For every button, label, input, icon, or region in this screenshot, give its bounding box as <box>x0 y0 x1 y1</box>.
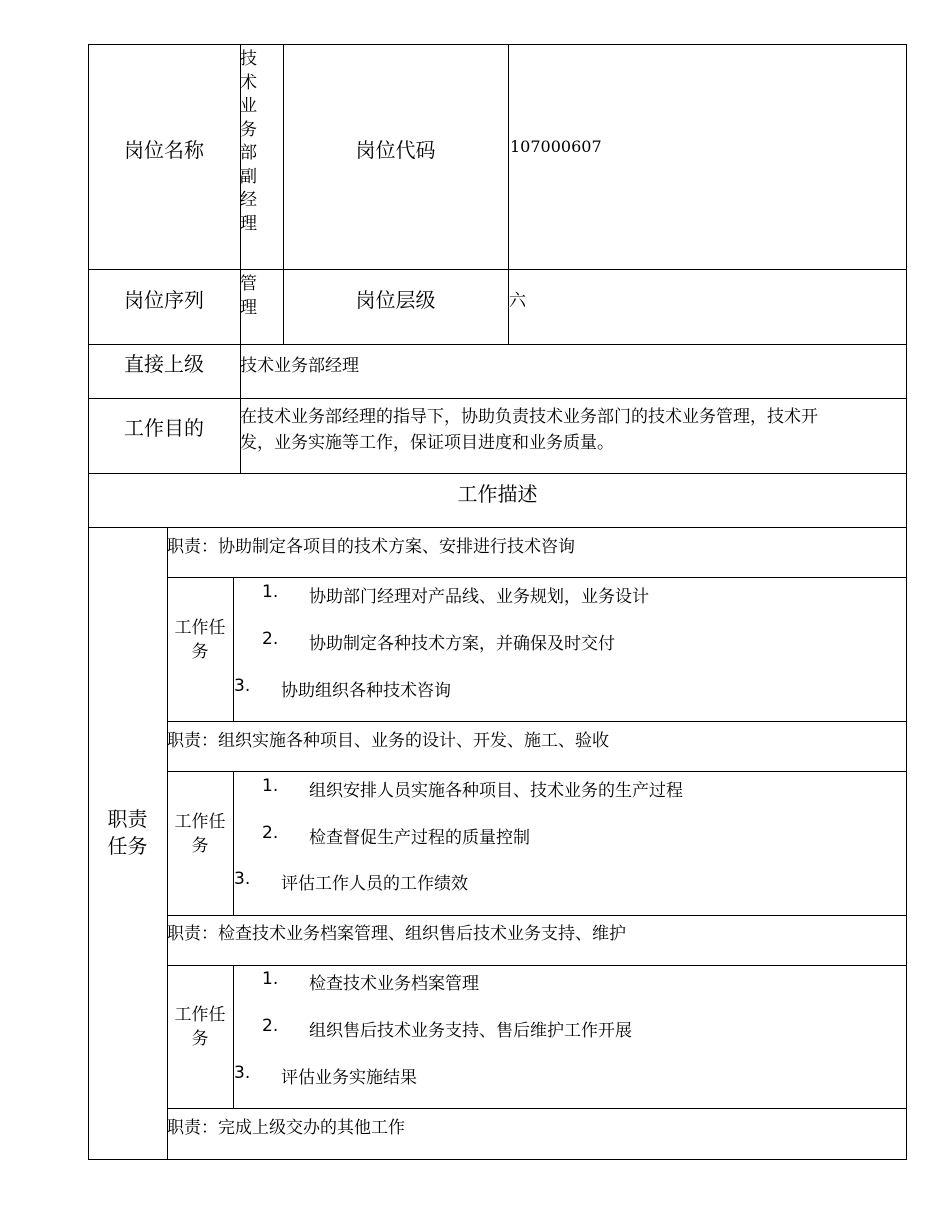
row-divider <box>88 269 907 270</box>
row-divider <box>167 965 907 966</box>
task-text: 检查技术业务档案管理 <box>309 974 479 994</box>
row-divider <box>167 771 907 772</box>
col-divider <box>233 771 234 916</box>
task-label-line-2: 务 <box>191 1029 209 1049</box>
duty-title: 职责：检查技术业务档案管理、组织售后技术业务支持、维护 <box>167 924 626 944</box>
task-text: 组织售后技术业务支持、售后维护工作开展 <box>309 1021 632 1041</box>
task-text: 组织安排人员实施各种项目、技术业务的生产过程 <box>309 781 683 801</box>
position-series-label: 岗位序列 <box>124 288 204 312</box>
task-text: 评估业务实施结果 <box>281 1068 417 1088</box>
task-number: 2. <box>262 823 279 843</box>
duty-title: 职责：组织实施各种项目、业务的设计、开发、施工、验收 <box>167 731 609 751</box>
task-label-line-2: 务 <box>191 642 209 662</box>
task-label <box>167 1003 233 1051</box>
task-text: 评估工作人员的工作绩效 <box>281 874 468 894</box>
position-name-value: 技术业务部副经理 <box>240 49 257 234</box>
task-text: 协助制定各种技术方案，并确保及时交付 <box>309 634 615 654</box>
position-level-value: 六 <box>509 291 526 311</box>
col-divider <box>233 965 234 1109</box>
row-divider <box>88 398 907 399</box>
position-series-value: 管理 <box>240 274 257 318</box>
task-number: 3. <box>234 1063 251 1083</box>
duties-label-line-2: 任务 <box>107 834 148 858</box>
superior-value: 技术业务部经理 <box>240 356 359 376</box>
task-label <box>167 810 233 858</box>
position-name-label: 岗位名称 <box>124 138 204 162</box>
task-number: 1. <box>262 969 279 989</box>
description-title: 工作描述 <box>457 482 538 506</box>
table-border-bottom <box>88 1159 907 1160</box>
table-border-left <box>88 44 89 1160</box>
table-border-right <box>906 44 907 1160</box>
duties-label-line-1: 职责 <box>107 807 148 831</box>
task-number: 2. <box>262 629 279 649</box>
task-label-line-2: 务 <box>191 836 209 856</box>
row-divider <box>167 577 907 578</box>
task-text: 检查督促生产过程的质量控制 <box>309 828 530 848</box>
position-code-value: 107000607 <box>510 137 602 156</box>
row-divider <box>88 344 907 345</box>
superior-label: 直接上级 <box>124 352 204 376</box>
row-divider <box>167 915 907 916</box>
purpose-text-line-2: 发，业务实施等工作，保证项目进度和业务质量。 <box>240 433 614 453</box>
position-code-label: 岗位代码 <box>355 138 436 162</box>
col-divider <box>233 577 234 722</box>
row-divider <box>88 527 907 528</box>
task-text: 协助部门经理对产品线、业务规划，业务设计 <box>309 587 649 607</box>
duty-title: 职责：协助制定各项目的技术方案、安排进行技术咨询 <box>167 537 575 557</box>
task-text: 协助组织各种技术咨询 <box>281 681 451 701</box>
row-divider <box>167 721 907 722</box>
purpose-label: 工作目的 <box>124 416 204 440</box>
purpose-text-line-1: 在技术业务部经理的指导下，协助负责技术业务部门的技术业务管理，技术开 <box>240 407 818 427</box>
duties-label <box>88 806 167 860</box>
duty-title: 职责：完成上级交办的其他工作 <box>167 1118 405 1138</box>
row-divider <box>88 473 907 474</box>
row-divider <box>167 1108 907 1109</box>
task-number: 3. <box>234 869 251 889</box>
task-label <box>167 616 233 664</box>
task-label-line-1: 工作任 <box>174 1005 226 1025</box>
position-level-label: 岗位层级 <box>355 288 436 312</box>
task-number: 1. <box>262 582 279 602</box>
task-label-line-1: 工作任 <box>174 618 226 638</box>
task-number: 2. <box>262 1016 279 1036</box>
task-number: 3. <box>234 676 251 696</box>
task-number: 1. <box>262 776 279 796</box>
task-label-line-1: 工作任 <box>174 812 226 832</box>
table-border-top <box>88 44 907 45</box>
